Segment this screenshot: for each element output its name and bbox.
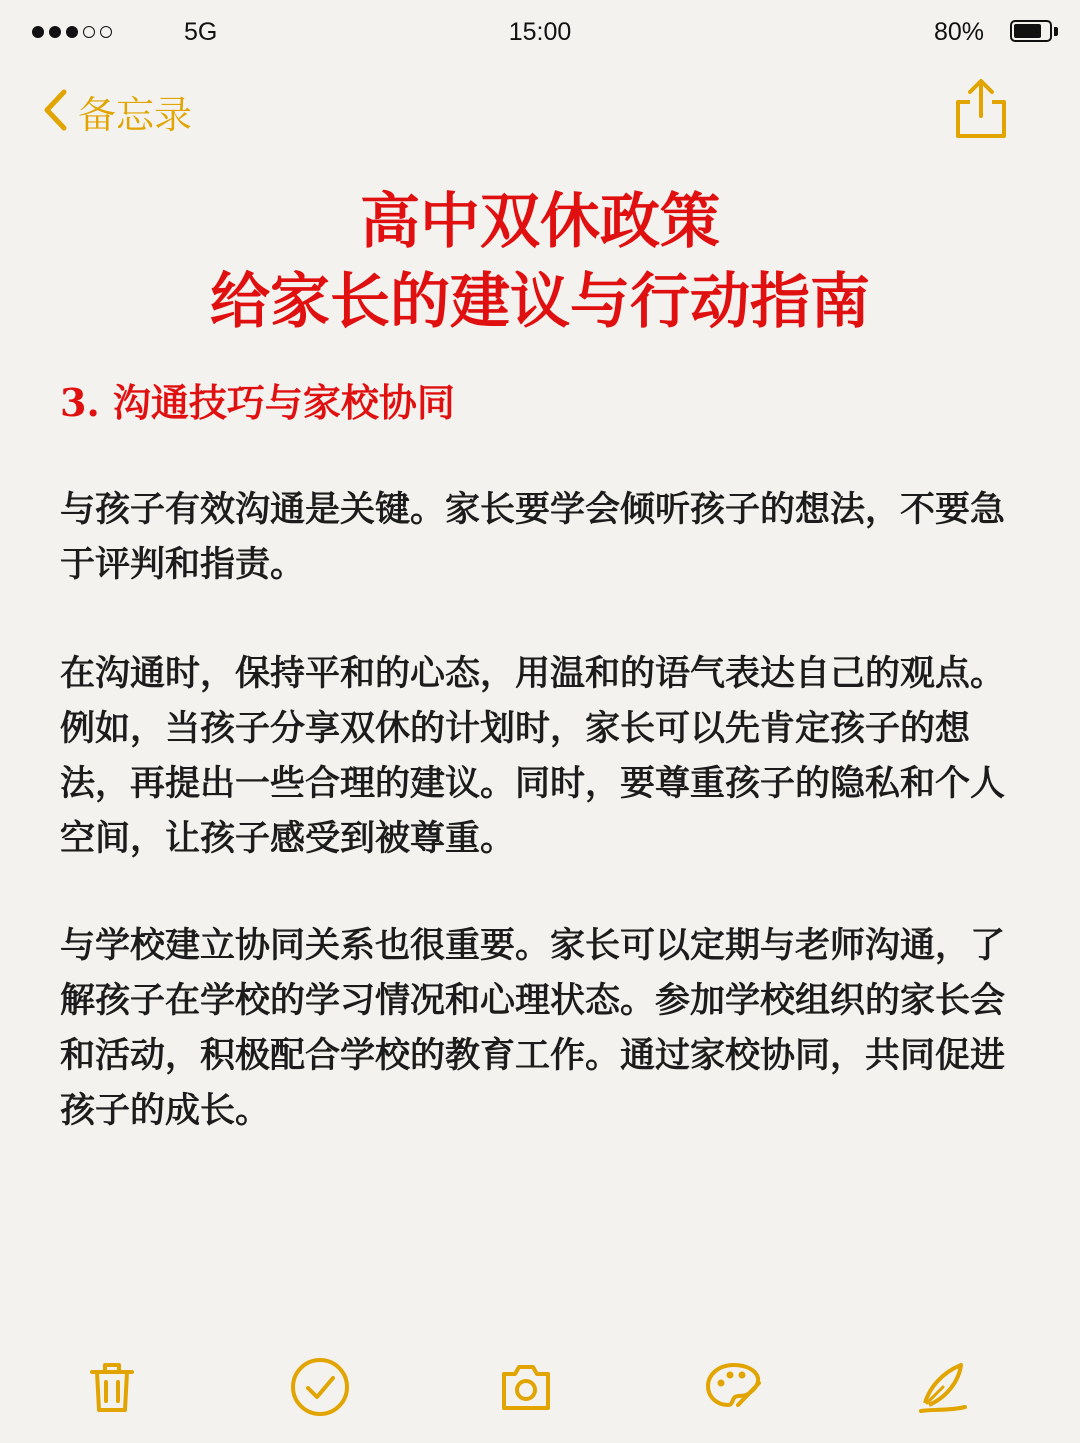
camera-icon (498, 1362, 554, 1416)
share-button[interactable] (952, 78, 1010, 144)
status-bar (0, 0, 1080, 66)
share-icon (952, 125, 1010, 144)
battery-level-fill (1014, 24, 1041, 38)
back-button[interactable] (42, 84, 192, 139)
title-line-1: 高中双休政策 (360, 187, 720, 257)
trash-icon (89, 1360, 135, 1418)
chevron-left-icon (42, 88, 68, 136)
back-label: 备忘录 (78, 93, 193, 137)
delete-button[interactable] (79, 1356, 145, 1422)
network-type: 5G (184, 18, 218, 46)
battery-icon (1010, 20, 1052, 42)
battery-tip (1054, 27, 1058, 36)
title-line-2: 给家长的建议与行动指南 (210, 267, 870, 337)
paragraph-2: 在沟通时，保持平和的心态，用温和的语气表达自己的观点。例如，当孩子分享双休的计划时，家长可以先肯定孩子的想法，再提出一些合理的建议。同时，要尊重孩子的隐私和个人空间，让孩子感受到被尊重。 (60, 653, 1006, 859)
compose-button[interactable] (910, 1356, 976, 1422)
camera-button[interactable] (493, 1356, 559, 1422)
note-title (0, 182, 1080, 342)
bottom-toolbar (0, 1356, 1080, 1422)
compose-icon (915, 1359, 971, 1419)
paragraph-1: 与孩子有效沟通是关键。家长要学会倾听孩子的想法，不要急于评判和指责。 (60, 489, 1006, 585)
battery-percentage: 80% (933, 18, 984, 46)
palette-icon (704, 1361, 764, 1417)
checklist-button[interactable] (287, 1356, 353, 1422)
status-time: 15:00 (508, 18, 572, 46)
paragraph-3: 与学校建立协同关系也很重要。家长可以定期与老师沟通，了解孩子在学校的学习情况和心理状态。参加学校组织的家长会和活动，积极配合学校的教育工作。通过家校协同，共同促进孩子的成长。 (60, 925, 1006, 1131)
checklist-icon (289, 1356, 351, 1422)
section-heading: 3. 沟通技巧与家校协同 (60, 380, 455, 425)
markup-button[interactable] (701, 1356, 767, 1422)
